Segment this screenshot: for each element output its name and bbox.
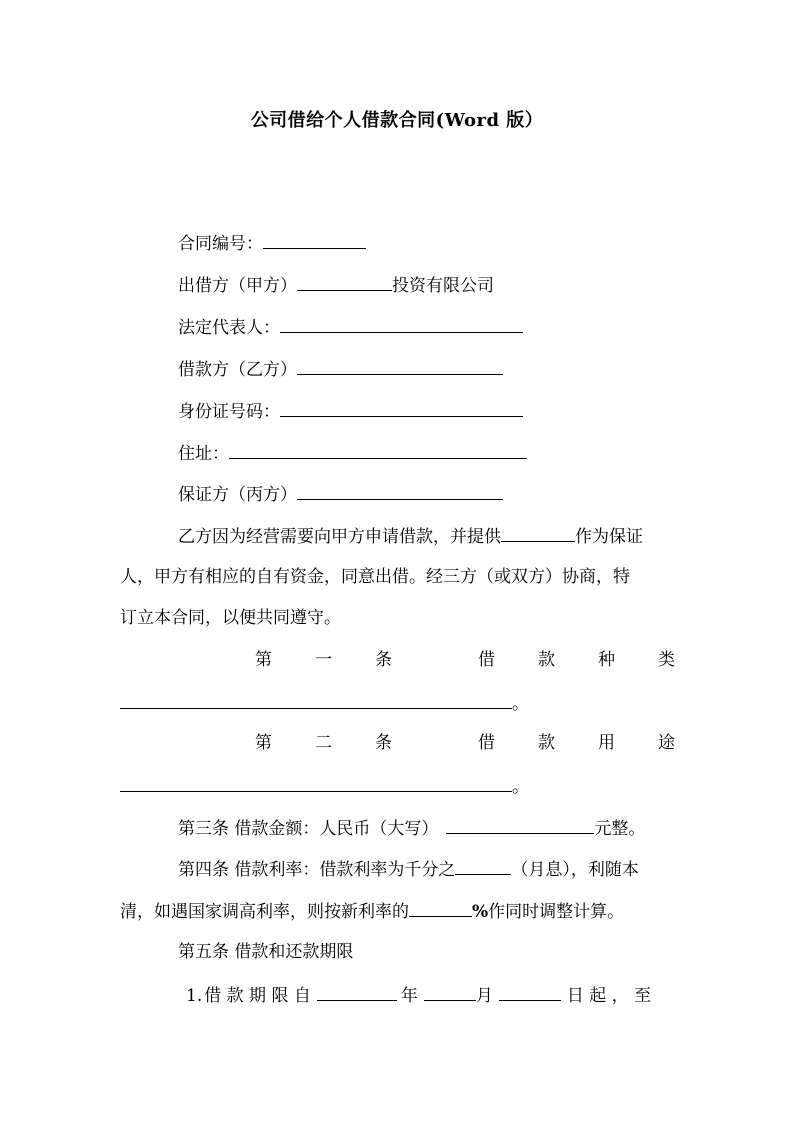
- article-1-char: 第: [255, 650, 272, 670]
- interest-rate-blank[interactable]: [455, 856, 511, 875]
- intro-line-1: [178, 523, 643, 547]
- article-1-char: 类: [658, 650, 675, 670]
- article-4-text-e: 作同时调整计算。: [488, 902, 625, 922]
- term-year: 年: [400, 986, 418, 1006]
- article-2-heading: [255, 731, 675, 755]
- article-2-char: 用: [598, 733, 615, 753]
- term-line: [186, 982, 651, 1006]
- article-2-char: 借: [478, 733, 495, 753]
- start-month-blank[interactable]: [424, 982, 476, 1001]
- percent-sign: %: [472, 902, 489, 922]
- article-2-char: 条: [375, 733, 392, 753]
- end-mark: 。: [512, 777, 529, 797]
- contract-number-row: [178, 230, 366, 254]
- intro-line-3: 订立本合同，以便共同遵守。: [120, 608, 341, 628]
- lender-row: [178, 272, 494, 296]
- start-year-blank[interactable]: [317, 982, 397, 1001]
- new-rate-blank[interactable]: [409, 898, 472, 917]
- address-row: [178, 440, 527, 464]
- article-1-char: 一: [315, 650, 332, 670]
- amount-blank[interactable]: [446, 815, 594, 834]
- article-1-char: 借: [478, 650, 495, 670]
- id-number-blank[interactable]: [280, 398, 523, 417]
- article-3: [178, 815, 645, 839]
- contract-number-label: 合同编号：: [178, 234, 263, 254]
- loan-type-blank[interactable]: [120, 690, 512, 709]
- article-2-blank-row: [120, 773, 529, 797]
- lender-suffix: 投资有限公司: [392, 276, 494, 296]
- article-1-char: 款: [538, 650, 555, 670]
- address-label: 住址：: [178, 444, 229, 464]
- article-4-text-c: 清，如遇国家调高利率，则按新利率的: [120, 902, 409, 922]
- borrower-blank[interactable]: [297, 356, 503, 375]
- intro-text-b: 作为保证: [575, 527, 643, 547]
- article-1-heading: [255, 648, 675, 672]
- guarantee-blank[interactable]: [501, 523, 575, 542]
- article-2-char: 第: [255, 733, 272, 753]
- term-text-a: 借 款 期 限 自: [204, 986, 311, 1006]
- article-1-char: 条: [375, 650, 392, 670]
- id-number-row: [178, 398, 523, 422]
- loan-purpose-blank[interactable]: [120, 773, 512, 792]
- article-2-char: 途: [658, 733, 675, 753]
- guarantor-blank[interactable]: [297, 481, 503, 500]
- article-5-heading: 第五条 借款和还款期限: [178, 942, 354, 962]
- start-day-blank[interactable]: [499, 982, 561, 1001]
- term-month: 月: [475, 986, 493, 1006]
- guarantor-row: [178, 481, 503, 505]
- article-1-blank-row: [120, 690, 529, 714]
- borrower-label: 借款方（乙方）: [178, 360, 297, 380]
- legal-rep-blank[interactable]: [280, 314, 523, 333]
- article-3-suffix: 元整。: [594, 819, 646, 839]
- intro-text-a: 乙方因为经营需要向甲方申请借款，并提供: [178, 527, 501, 547]
- address-blank[interactable]: [229, 440, 527, 459]
- legal-rep-row: [178, 314, 523, 338]
- end-mark: 。: [512, 694, 529, 714]
- article-2-char: 款: [538, 733, 555, 753]
- document-title: 公司借给个人借款合同(Word 版）: [250, 110, 544, 131]
- lender-label: 出借方（甲方）: [178, 276, 297, 296]
- contract-number-blank[interactable]: [263, 230, 366, 249]
- term-day-to: 日 起 ， 至: [566, 986, 652, 1006]
- lender-blank[interactable]: [297, 272, 392, 291]
- id-number-label: 身份证号码：: [178, 402, 280, 422]
- article-3-text: 第三条 借款金额：人民币（大写）: [178, 819, 439, 839]
- article-4-line-1: [178, 856, 639, 880]
- legal-rep-label: 法定代表人：: [178, 318, 280, 338]
- article-2-char: 二: [315, 733, 332, 753]
- article-4-text-b: （月息），利随本: [511, 860, 639, 880]
- term-number: 1.: [186, 986, 203, 1006]
- article-4-text-a: 第四条 借款利率：借款利率为千分之: [178, 860, 456, 880]
- guarantor-label: 保证方（丙方）: [178, 485, 297, 505]
- article-1-char: 种: [598, 650, 615, 670]
- article-4-line-2: [120, 898, 624, 922]
- borrower-row: [178, 356, 503, 380]
- intro-line-2: 人，甲方有相应的自有资金，同意出借。经三方（或双方）协商，特: [120, 567, 630, 587]
